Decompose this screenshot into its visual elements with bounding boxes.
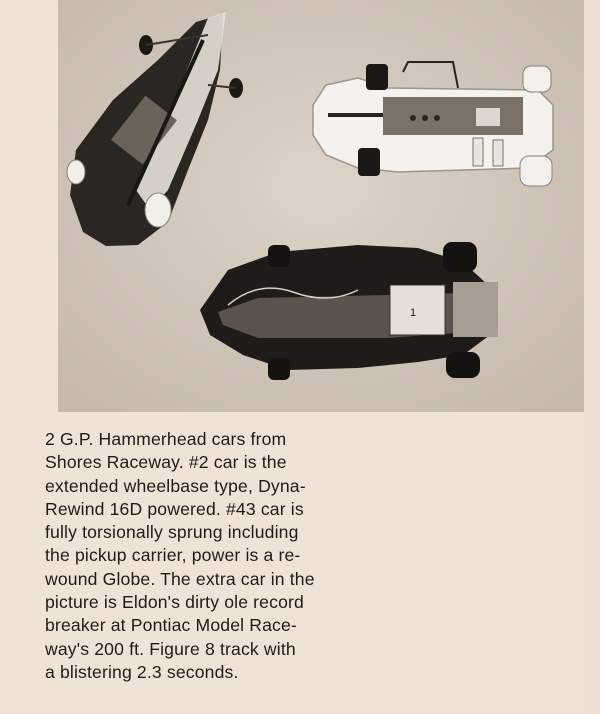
photo-caption: 2 G.P. Hammerhead cars from Shores Raceway. #2 car is the extended wheelbase type, Dyna- Rewind 16D powered. #43 car is fully torsionally sprung including the pickup carrier, power is a re- wound Globe. The extra car in the picture is Eldon's dirty ole record breaker at Pontiac Model Race- way's 200 ft. Figure 8 track with a blistering 2.3 seconds. — [45, 429, 315, 682]
car-3-rear-wheel-top — [443, 242, 477, 272]
car-3-motor-plate — [390, 285, 445, 335]
car-3-front-wheel-top — [268, 245, 290, 267]
car-43-motor — [476, 108, 500, 126]
car-43-bolt-3 — [434, 115, 440, 121]
car-43-bolt-2 — [422, 115, 428, 121]
car-3-front-wheel-bottom — [268, 358, 290, 380]
car-43-rear-wheel-top — [523, 66, 551, 92]
car-43-bolt-1 — [410, 115, 416, 121]
car-2-rear-wheel — [145, 193, 171, 227]
car-43-pickup-2 — [493, 140, 503, 166]
car-43-chassis — [383, 97, 523, 135]
slot-cars-photo — [58, 0, 584, 412]
car-43-front-wheel-bottom — [358, 148, 380, 176]
page-margin-strip — [584, 0, 600, 714]
car-43-rear-wheel-bottom — [520, 156, 552, 186]
car-43-front-wheel-top — [366, 64, 388, 90]
car-43-pickup — [473, 138, 483, 166]
photo-illustration — [58, 0, 584, 412]
car-2-rear-wheel-left — [67, 160, 85, 184]
car-3-tail-section — [453, 282, 498, 337]
car-3-rear-wheel-bottom — [446, 352, 480, 378]
car-3-decal-number: 1 — [410, 307, 417, 319]
